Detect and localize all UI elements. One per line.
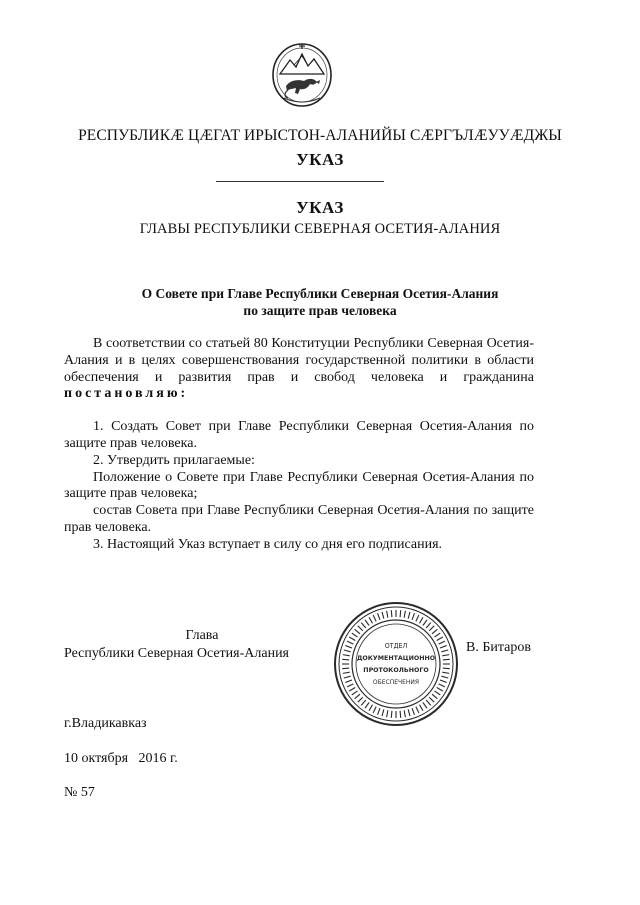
seal-text-line-1: ОТДЕЛ: [384, 642, 408, 650]
seal-ring-mark: [358, 697, 363, 702]
seal-ring-mark: [369, 617, 373, 623]
seal-ring-mark: [358, 626, 363, 631]
issue-city: г.Владикавказ: [64, 716, 147, 731]
header-divider: [216, 181, 384, 182]
seal-ring-mark: [437, 688, 443, 692]
decree-word-russian: УКАЗ: [296, 198, 344, 217]
seal-ring-mark: [343, 655, 350, 656]
seal-ring-mark: [365, 703, 369, 709]
seal-ring-mark: [432, 694, 437, 698]
seal-ring-mark: [412, 613, 414, 620]
seal-ring-mark: [442, 655, 449, 656]
seal-ring-mark: [391, 610, 392, 617]
seal-ring-mark: [373, 615, 376, 621]
republic-name-ossetian: РЕСПУБЛИКӔ ЦӔГАТ ИРЫСТОН-АЛАНИЙЫ СӔРГЪЛӔУУӔДЖЫ: [78, 127, 562, 144]
seal-ring-mark: [443, 659, 450, 660]
seal-text-line-2: ДОКУМЕНТАЦИОННО: [356, 655, 436, 662]
seal-ring-mark: [369, 705, 373, 711]
seal-ring-mark: [404, 611, 405, 618]
seal-ring-mark: [437, 637, 443, 641]
decree-word-ossetian: УКАЗ: [296, 150, 344, 169]
seal-text-line-4: ОБЕСПЕЧЕНИЯ: [372, 679, 420, 686]
decree-item-2a: Положение о Совете при Главе Республики Северная Осетия-Алания по защите прав человека;: [64, 469, 534, 502]
seal-ring-mark: [420, 705, 424, 711]
seal-ring-mark: [378, 613, 380, 620]
decree-item-3: 3. Настоящий Указ вступает в силу со дня его подписания.: [93, 536, 443, 552]
preamble-text: В соответствии со статьей 80 Конституции Республики Северная Осетия-Алания и в целях совершенствования государственной политики в области обеспечения и развития прав и свобод человека и гражданина: [64, 336, 534, 385]
seal-ring-mark: [382, 709, 384, 716]
seal-ring-mark: [439, 641, 445, 644]
decree-subject-line-2: по защите прав человека: [243, 303, 397, 318]
seal-ring-mark: [412, 708, 414, 715]
seal-ring-mark: [373, 707, 376, 713]
preamble-paragraph: [64, 336, 534, 403]
seal-ring-mark: [408, 612, 410, 619]
seal-ring-mark: [404, 710, 405, 717]
seal-ring-mark: [441, 676, 448, 678]
issue-date: 10 октября 2016 г.: [64, 751, 178, 766]
decree-subject: [0, 285, 640, 319]
seal-ring-mark: [345, 680, 352, 682]
seal-ring-mark: [352, 633, 358, 637]
seal-ring-mark: [344, 650, 351, 652]
seal-ring-mark: [378, 708, 380, 715]
seal-ring-mark: [420, 617, 424, 623]
seal-ring-mark: [423, 620, 427, 626]
coat-of-arms-emblem-icon: [270, 40, 334, 110]
decree-number: № 57: [64, 785, 95, 800]
signatory-title-line-1: Глава: [185, 628, 219, 643]
seal-ring-mark: [344, 676, 351, 678]
seal-ring-mark: [426, 623, 430, 628]
seal-ring-mark: [347, 684, 353, 687]
seal-text-line-3: ПРОТОКОЛЬНОГО: [363, 667, 429, 674]
seal-ring-mark: [365, 620, 369, 626]
signatory-name: В. Битаров: [466, 640, 531, 655]
seal-ring-mark: [435, 691, 441, 695]
seal-ring-mark: [343, 672, 350, 673]
seal-ring-mark: [440, 680, 447, 682]
seal-ring-mark: [429, 697, 434, 702]
signatory-title: [64, 627, 304, 663]
official-round-seal-icon: [332, 600, 460, 728]
seal-ring-mark: [387, 710, 388, 717]
seal-ring-mark: [435, 633, 441, 637]
seal-ring-mark: [416, 615, 419, 621]
seal-ring-mark: [400, 711, 401, 718]
seal-ring-mark: [442, 672, 449, 673]
issuer-title: ГЛАВЫ РЕСПУБЛИКИ СЕВЕРНАЯ ОСЕТИЯ-АЛАНИЯ: [139, 221, 501, 237]
seal-ring-mark: [416, 707, 419, 713]
seal-ring-mark: [440, 646, 447, 648]
decree-subject-line-1: О Совете при Главе Республики Северная Осетия-Алания: [141, 286, 499, 301]
seal-ring-mark: [439, 684, 445, 687]
seal-ring-mark: [345, 646, 352, 648]
seal-ring-mark: [423, 703, 427, 709]
seal-ring-mark: [429, 626, 434, 631]
seal-ring-mark: [387, 611, 388, 618]
decree-item-2: 2. Утвердить прилагаемые:: [93, 452, 255, 468]
seal-ring-mark: [361, 700, 365, 705]
seal-ring-mark: [443, 668, 450, 669]
decree-item-2b: состав Совета при Главе Республики Северная Осетия-Алания по защите прав человека.: [64, 503, 534, 535]
seal-ring-mark: [361, 623, 365, 628]
decree-item-1: 1. Создать Совет при Главе Республики Северная Осетия-Алания по защите прав человека.: [64, 419, 534, 451]
seal-ring-mark: [426, 700, 430, 705]
decree-operative-word: постановляю:: [64, 386, 189, 402]
seal-ring-mark: [349, 688, 355, 692]
seal-ring-mark: [391, 711, 392, 718]
seal-ring-mark: [400, 610, 401, 617]
seal-ring-mark: [342, 668, 349, 669]
seal-ring-mark: [408, 709, 410, 716]
seal-ring-mark: [441, 650, 448, 652]
seal-ring-mark: [342, 659, 349, 660]
seal-ring-mark: [355, 629, 360, 633]
seal-ring-mark: [352, 691, 358, 695]
decree-body: [64, 336, 534, 554]
signatory-title-line-2: Республики Северная Осетия-Алания: [64, 646, 289, 661]
seal-ring-mark: [355, 694, 360, 698]
seal-ring-mark: [349, 637, 355, 641]
seal-ring-mark: [382, 612, 384, 619]
seal-ring-mark: [347, 641, 353, 644]
seal-ring-mark: [432, 629, 437, 633]
